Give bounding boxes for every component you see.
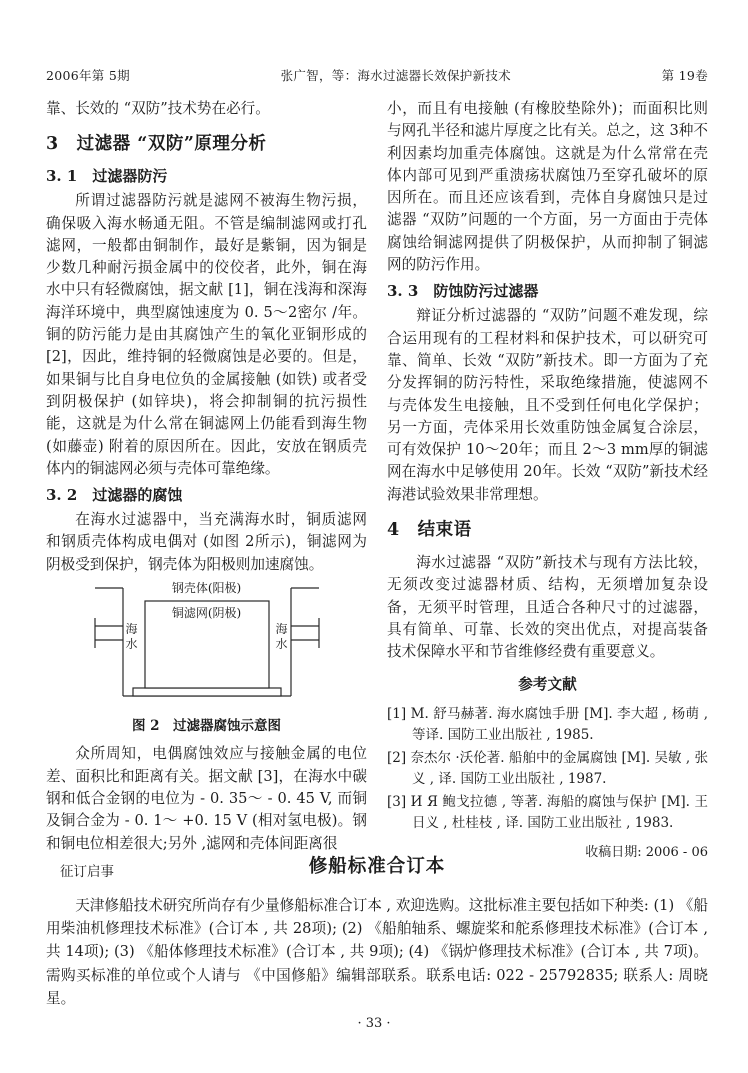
section-3-2-paragraph: 在海水过滤器中，当充满海水时，铜质滤网和钢质壳体构成电偶对 (如图 2所示)，铜滤网为阴极受到保护，钢壳体为阳极则加速腐蚀。 (46, 511, 367, 573)
references-heading: 参考文献 (518, 675, 577, 693)
seawater-label-left: 海水 (125, 622, 138, 652)
figure-2-caption: 图 2 过滤器腐蚀示意图 (131, 718, 282, 735)
section-4-heading: 4 结束语 (387, 520, 472, 541)
base-plate (133, 688, 281, 696)
shell-left-wall (95, 588, 123, 696)
shell-right-wall (291, 588, 319, 696)
galvanic-effect-continued: 小，而且有电接触 (有橡胶垫除外)；而面积比则与网孔半径和滤片厚度之比有关。总之，这 3种不利因素均加重壳体腐蚀。这就是为什么常常在壳体内部可见到严重溃疡状腐蚀乃至穿孔破坏的原因所在。而且还应该看到，壳体自身腐蚀只是过滤器 “双防”问题的一个方面，另一方面由于壳体腐蚀给铜滤网提供了阴极保护，从而抑制了铜滤网的防污作用。 (387, 100, 708, 274)
section-3-2-heading: 3. 2 过滤器的腐蚀 (46, 486, 183, 505)
figure-2 (46, 581, 367, 737)
running-head (46, 66, 708, 84)
received-date: 收稿日期: 2006 - 06 (585, 844, 708, 860)
subscription-notice (46, 852, 708, 1010)
page-number: · 33 · (357, 1016, 391, 1031)
volume-label: 第 19卷 (661, 68, 708, 83)
reference-item-1: [1] M. 舒马赫著. 海水腐蚀手册 [M]. 李大超 , 杨萌 , 等译. 国防工业出版社 , 1985. (387, 705, 708, 744)
issue-label: 2006年第 5期 (46, 68, 130, 83)
left-inlet-pipe (95, 618, 123, 648)
article-columns (46, 98, 708, 864)
section-3-3-heading: 3. 3 防蚀防污过滤器 (387, 282, 539, 301)
right-inlet-pipe (291, 618, 319, 648)
section-3-heading: 3 过滤器 “双防”原理分析 (46, 134, 267, 155)
notice-title: 修船标准合订本 (308, 856, 446, 877)
section-3-1-paragraph: 所谓过滤器防污就是滤网不被海生物污损，确保吸入海水畅通无阻。不管是编制滤网或打孔滤网，一般都由铜制作，最好是紫铜，因为铜是少数几种耐污损金属中的佼佼者，此外，铜在海水中只有轻微腐蚀，据文献 [1]，铜在浅海和深海海洋环境中，典型腐蚀速度为 0. 5～2密尔 /年。铜的防污能力是由其腐蚀产生的氧化亚铜形成的[2]，因此，维持铜的轻微腐蚀是必要的。但是，如果铜与比自身电位负的金属接触 (如铁) 或者受到阴极保护 (如锌块)，将会抑制铜的抗污损性能，这就是为什么常在铜滤网上仍能看到海生物 (如藤壶) 附着的原因所在。因此，安放在钢质壳体内的铜滤网必须与壳体可靠绝缘。 (46, 192, 367, 477)
section-4-paragraph: 海水过滤器 “双防”新技术与现有方法比较，无须改变过滤器材质、结构，无须增加复杂设备，无须平时管理，且适合各种尺寸的过滤器，具有简单、可靠、长效的突出优点，对提高装备技术保障水平和节省维修经费有重要意义。 (387, 554, 708, 661)
galvanic-effect-paragraph: 众所周知，电偶腐蚀效应与接触金属的电位差、面积比和距离有关。据文献 [3]，在海水中碳钢和低合金钢的电位为 - 0. 35～ - 0. 45 V, 而铜及铜合金为 - 0. 1～ +0. 15 V (相对氢电极)。钢和铜电位相差很大;另外 ,滤网和壳体间距离很 (46, 745, 367, 852)
reference-item-2: [2] 奈杰尔 ·沃伦著. 船舶中的金属腐蚀 [M]. 吴敏 , 张义 , 译. 国防工业出版社 , 1987. (387, 749, 708, 788)
left-column (46, 98, 367, 864)
continuation-line: 靠、长效的 “双防”技术势在必行。 (46, 100, 270, 117)
notice-tag: 征订启事 (60, 864, 114, 880)
right-column (387, 98, 708, 864)
section-3-3-paragraph: 辩证分析过滤器的 “双防”问题不难发现，综合运用现有的工程材料和保护技术，可以研究可靠、简单、长效 “双防”新技术。即一方面为了充分发挥铜的防污特性，采取绝缘措施，使滤网不与壳体发生电接触，且不受到任何电化学保护；另一方面，壳体采用长效重防蚀金属复合涂层，可有效保护 10～20年；而且 2～3 mm厚的铜滤网在海水中足够使用 20年。长效 “双防”新技术经海港试验效果非常理想。 (387, 307, 708, 503)
seawater-label-right: 海水 (275, 622, 288, 652)
figure-2-diagram (92, 581, 322, 704)
section-3-1-heading: 3. 1 过滤器防污 (46, 167, 168, 186)
shell-anode-label: 钢壳体(阳极) (171, 581, 242, 596)
notice-body: 天津修船技术研究所尚存有少量修船标准合订本 , 欢迎选购。这批标准主要包括如下种类: (1) 《船用柴油机修理技术标准》(合订本 , 共 28项); (2) 《船舶轴系、螺旋桨和舵系修理技术标准》(合订本 , 共 14项); (3) 《船体修理技术标准》(合订本 , 共 9项); (4) 《锅炉修理技术标准》(合订本 , 共 7项)。需购买标准的单位或个人请与 《中国修船》编辑部联系。联系电话: 022 - 25792835; 联系人: 周晓星。 (46, 897, 708, 1007)
notice-header (46, 852, 708, 882)
reference-item-3: [3] И Я 鲍戈拉德 , 等著. 海船的腐蚀与保护 [M]. 王日义 , 杜桂枝 , 译. 国防工业出版社 , 1983. (387, 793, 708, 832)
reference-list (387, 704, 708, 835)
running-title: 张广智，等：海水过滤器长效保护新技术 (280, 68, 511, 83)
screen-cathode-label: 铜滤网(阴极) (171, 606, 242, 621)
